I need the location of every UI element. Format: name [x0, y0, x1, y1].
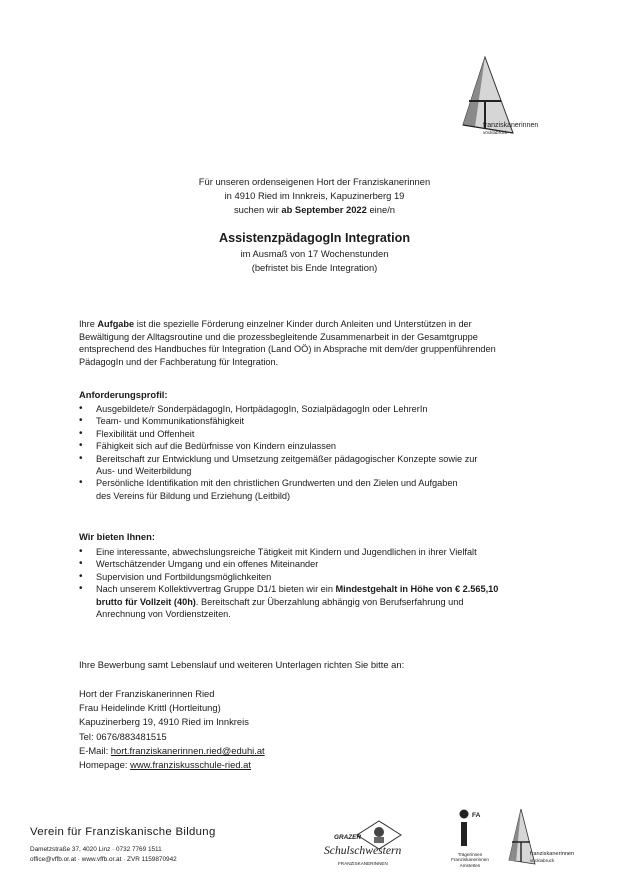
intro-line-1: Für unseren ordenseigenen Hort der Franziskanerinnen	[198, 176, 431, 187]
footer-logo-fa	[437, 808, 503, 874]
task-paragraph	[79, 318, 559, 368]
intro-line-2: in 4910 Ried im Innkreis, Kapuzinerberg 19	[224, 190, 405, 201]
intro-line-3-prefix: suchen wir	[233, 204, 282, 215]
list-item: • Team- und Kommunikationsfähigkeit	[79, 415, 559, 427]
position-title: AssistenzpädagogIn Integration	[218, 231, 411, 245]
list-item	[79, 583, 559, 620]
header-logo-sub: vöcklabruck	[483, 130, 508, 135]
application-note: Ihre Bewerbung samt Lebenslauf und weiteren Unterlagen richten Sie bitte an:	[79, 659, 405, 670]
fa-text-line-1: Trägerinnen	[457, 852, 483, 857]
offer-heading: Wir bieten Ihnen:	[79, 531, 155, 542]
list-item: • Wertschätzender Umgang und ein offenes Miteinander	[79, 558, 559, 570]
list-item: • Fähigkeit sich auf die Bedürfnisse von Kindern einzulassen	[79, 440, 559, 452]
task-line-4: PädagogIn und der Fachberatung für Integration.	[79, 356, 279, 367]
requirements-heading: Anforderungsprofil:	[79, 389, 168, 400]
salary-basis: brutto für Vollzeit (40h)	[96, 596, 196, 607]
contact-email-row	[79, 744, 265, 758]
list-item-text: Persönliche Identifikation mit den christlichen Grundwerten und den Zielen und Aufgaben	[96, 478, 458, 489]
list-item-text-cont: des Vereins für Bildung und Erziehung (Leitbild)	[96, 490, 291, 501]
salary-line-3: Anrechnung von Vordienstzeiten.	[96, 609, 231, 620]
fa-mark: FA	[472, 812, 481, 819]
grazer-top: GRAZER	[334, 834, 361, 841]
homepage-label: Homepage:	[79, 759, 131, 771]
position-limit: (befristet bis Ende Integration)	[251, 262, 378, 273]
footer-address-line-2: office@vffb.or.at · www.vffb.or.at · ZVR 1159870942	[30, 855, 177, 863]
contact-org: Hort der Franziskanerinnen Ried	[79, 688, 215, 699]
intro-start-date: ab September 2022	[281, 204, 367, 215]
contact-block	[79, 687, 265, 772]
intro-line-3	[0, 204, 629, 217]
footer-address	[30, 845, 177, 864]
task-bold: Aufgabe	[97, 319, 135, 329]
contact-person: Frau Heidelinde Krittl (Hortleitung)	[79, 702, 221, 714]
email-link[interactable]: hort.franziskanerinnen.ried@eduhi.at	[110, 744, 265, 756]
intro-line-3-suffix: eine/n	[366, 204, 396, 215]
contact-homepage-row	[79, 758, 265, 772]
list-item-text: Bereitschaft zur Entwicklung und Umsetzung zeitgemäßer pädagogischer Konzepte sowie zur	[96, 453, 478, 464]
position-extent: im Ausmaß von 17 Wochenstunden	[240, 248, 389, 259]
fa-text-line-3: Amstetten	[459, 862, 481, 868]
footer-logo-grazer	[322, 820, 422, 872]
footer-logo-voecklabruck	[506, 808, 606, 874]
salary-suffix: . Bereitschaft zur Überzahlung abhängig von Berufserfahrung und	[195, 596, 464, 607]
header-logo	[455, 55, 595, 140]
fa-text	[439, 852, 501, 868]
footer-address-line-1: Dametzstraße 37, 4020 Linz · 0732 7769 1511	[30, 846, 162, 853]
task-prefix: Ihre	[79, 319, 98, 329]
contact-address: Kapuzinerberg 19, 4910 Ried im Innkreis	[79, 716, 249, 728]
task-line-1-text: ist die spezielle Förderung einzelner Kinder durch Anleiten und Unterstützen in der	[134, 319, 472, 329]
contact-tel: Tel: 0676/883481515	[79, 730, 167, 742]
task-line-3: entsprechend des Handbuches für Integration (Land OÖ) in Absprache mit dem/der gruppenführenden	[79, 344, 496, 355]
list-item: • Supervision und Fortbildungsmöglichkeiten	[79, 571, 559, 583]
fa-text-line-2: Franziskanerinnen	[451, 857, 489, 863]
list-item: • Flexibilität und Offenheit	[79, 428, 559, 440]
task-line-2: Bewältigung der Alltagsroutine und die prozessbegleitende Zusammenarbeit in der Gesamtgruppe	[79, 331, 478, 342]
task-line-1	[79, 318, 559, 331]
list-item: • Eine interessante, abwechslungsreiche Tätigkeit mit Kindern und Jugendlichen in ihrer Vielfalt	[79, 546, 559, 558]
list-item-text-cont: Aus- und Weiterbildung	[96, 466, 192, 477]
list-item	[79, 477, 559, 502]
email-label: E-Mail:	[79, 744, 111, 756]
list-item	[79, 453, 559, 478]
footer-logo-name: franziskanerinnen	[530, 851, 575, 857]
grazer-main: Schulschwestern	[324, 844, 402, 857]
homepage-link[interactable]: www.franziskusschule-ried.at	[130, 759, 251, 771]
footer-org: Verein für Franziskanische Bildung	[30, 826, 216, 838]
salary-prefix: Nach unserem Kollektivvertrag Gruppe D1/1 bieten wir ein	[96, 584, 336, 595]
footer-logo-sub: vöcklabruck	[530, 858, 555, 863]
offer-list	[79, 546, 559, 620]
grazer-sub: FRANZISKANERINNEN	[338, 861, 388, 866]
requirements-list	[79, 403, 559, 502]
salary-amount: Mindestgehalt in Höhe von € 2.565,10	[335, 584, 499, 595]
list-item: • Ausgebildete/r SonderpädagogIn, HortpädagogIn, SozialpädagogIn oder LehrerIn	[79, 403, 559, 415]
header-logo-name: franziskanerinnen	[483, 122, 539, 129]
